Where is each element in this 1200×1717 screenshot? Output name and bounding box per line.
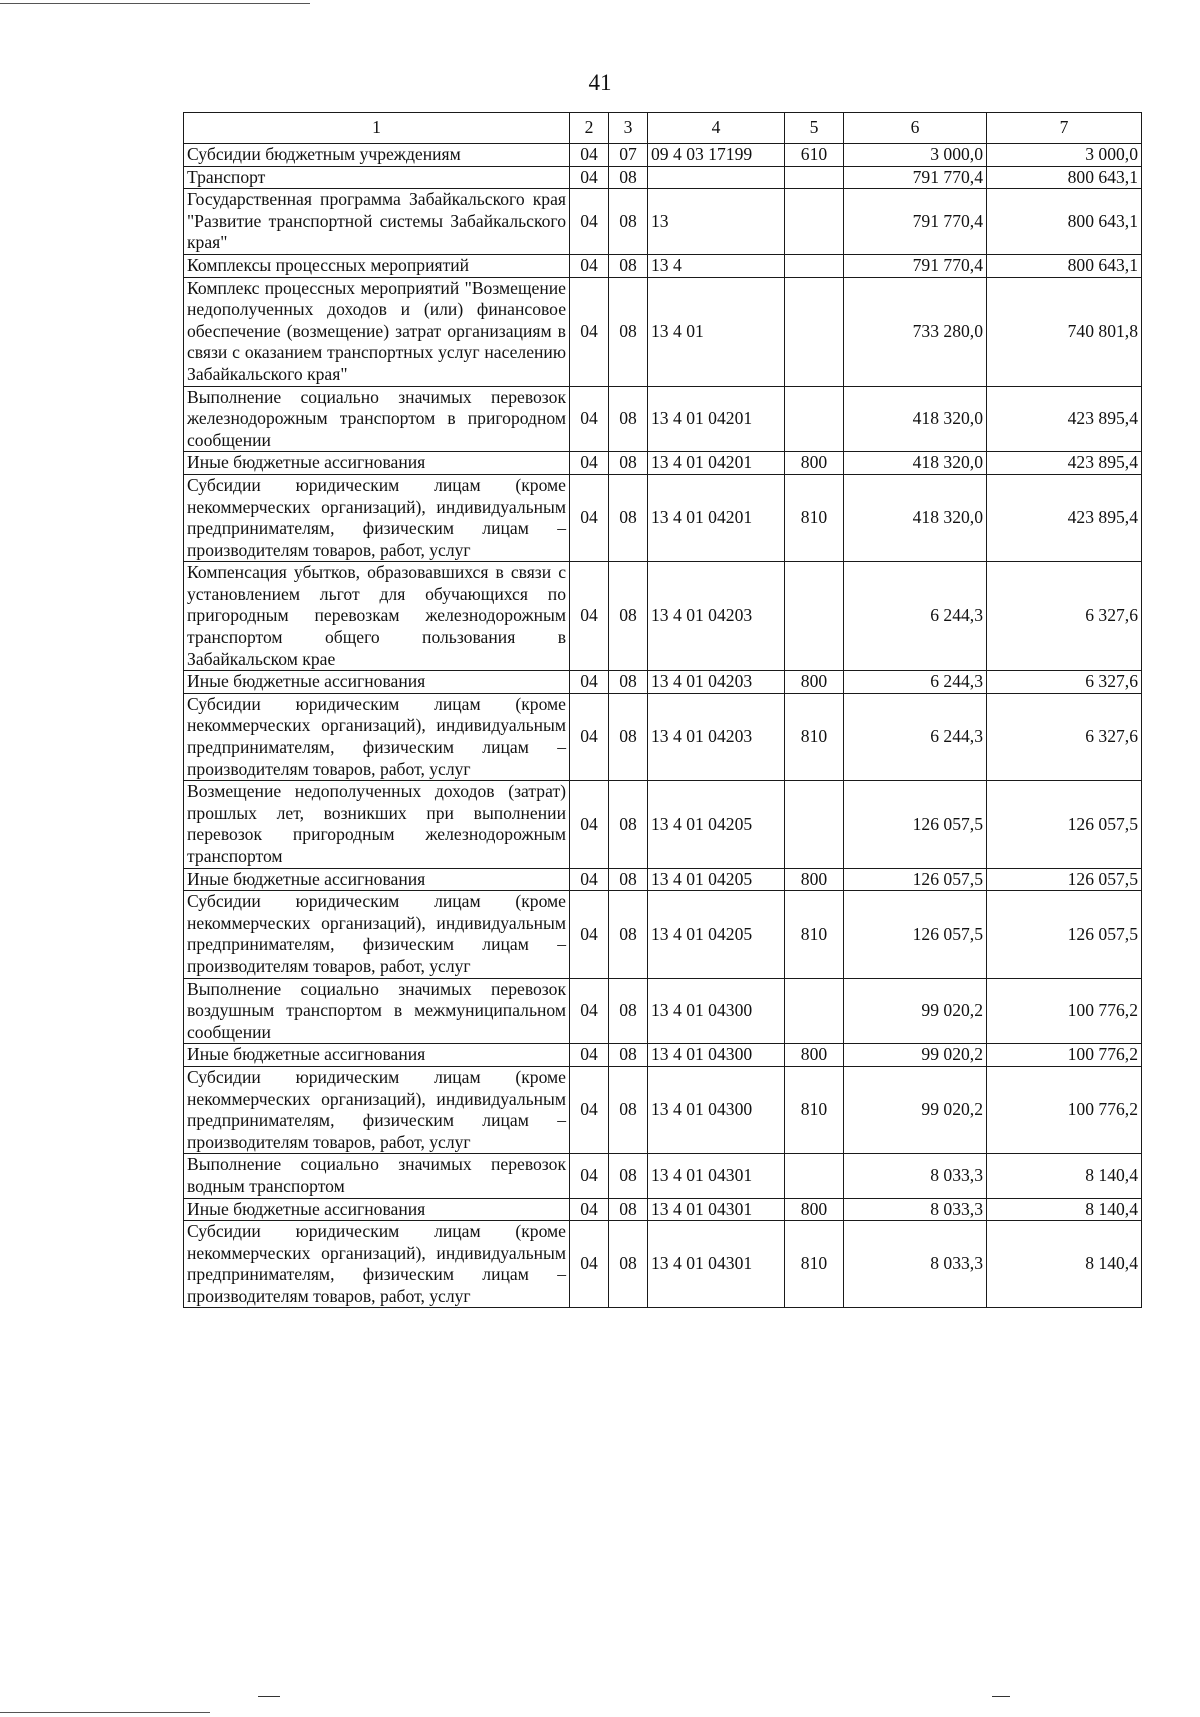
cell-expense-type [785,166,844,189]
cell-target-article: 13 4 01 04300 [648,1044,785,1067]
cell-expense-type: 800 [785,1044,844,1067]
cell-name: Государственная программа Забайкальского края "Развитие транспортной системы Забайкальского края" [184,189,570,255]
cell-name: Транспорт [184,166,570,189]
table-row [184,868,1142,891]
cell-name: Комплекс процессных мероприятий "Возмещение недополученных доходов и (или) финансовое обеспечение (возмещение) затрат организациям в связи с оказанием транспортных услуг населению Забайкальского края" [184,277,570,386]
table-row [184,781,1142,868]
table-row [184,891,1142,978]
cell-target-article: 13 4 01 04301 [648,1198,785,1221]
cell-target-article: 13 4 01 04301 [648,1221,785,1308]
header-col-1: 1 [184,113,570,144]
cell-name: Выполнение социально значимых перевозок водным транспортом [184,1154,570,1198]
cell-amount-year-1: 3 000,0 [844,144,987,167]
cell-target-article: 13 4 01 04205 [648,868,785,891]
cell-target-article: 09 4 03 17199 [648,144,785,167]
cell-section: 04 [570,166,609,189]
cell-subsection: 08 [609,386,648,452]
cell-target-article: 13 4 01 04203 [648,562,785,671]
cell-expense-type: 810 [785,693,844,780]
cell-expense-type: 810 [785,1221,844,1308]
cell-name: Субсидии бюджетным учреждениям [184,144,570,167]
table-row [184,562,1142,671]
cell-amount-year-1: 6 244,3 [844,693,987,780]
table-header-row [184,113,1142,144]
cell-target-article: 13 4 01 04203 [648,671,785,694]
cell-amount-year-2: 100 776,2 [987,978,1142,1044]
cell-name: Субсидии юридическим лицам (кроме некоммерческих организаций), индивидуальным предпринимателям, физическим лицам – производителям товаров, работ, услуг [184,474,570,561]
cell-subsection: 08 [609,781,648,868]
cell-name: Иные бюджетные ассигнования [184,868,570,891]
cell-amount-year-2: 6 327,6 [987,671,1142,694]
cell-amount-year-2: 3 000,0 [987,144,1142,167]
cell-expense-type [785,562,844,671]
cell-amount-year-2: 8 140,4 [987,1221,1142,1308]
table-row [184,452,1142,475]
bottom-mark-right [992,1696,1010,1697]
cell-target-article: 13 4 01 04201 [648,386,785,452]
cell-section: 04 [570,1044,609,1067]
cell-amount-year-1: 99 020,2 [844,978,987,1044]
table-row [184,978,1142,1044]
cell-section: 04 [570,562,609,671]
cell-section: 04 [570,189,609,255]
cell-section: 04 [570,693,609,780]
cell-name: Комплексы процессных мероприятий [184,254,570,277]
cell-name: Субсидии юридическим лицам (кроме некоммерческих организаций), индивидуальным предпринимателям, физическим лицам – производителям товаров, работ, услуг [184,1066,570,1153]
table-row [184,166,1142,189]
cell-expense-type: 800 [785,868,844,891]
top-edge-line [0,3,310,4]
cell-amount-year-1: 126 057,5 [844,891,987,978]
cell-amount-year-1: 791 770,4 [844,254,987,277]
cell-target-article: 13 4 01 04205 [648,891,785,978]
cell-name: Иные бюджетные ассигнования [184,452,570,475]
cell-target-article: 13 4 01 04203 [648,693,785,780]
cell-name: Выполнение социально значимых перевозок железнодорожным транспортом в пригородном сообщении [184,386,570,452]
header-col-2: 2 [570,113,609,144]
cell-target-article: 13 [648,189,785,255]
cell-expense-type: 810 [785,891,844,978]
cell-section: 04 [570,1221,609,1308]
cell-amount-year-1: 418 320,0 [844,474,987,561]
cell-amount-year-2: 800 643,1 [987,254,1142,277]
cell-amount-year-1: 126 057,5 [844,868,987,891]
cell-amount-year-2: 100 776,2 [987,1066,1142,1153]
cell-expense-type: 810 [785,1066,844,1153]
cell-amount-year-2: 6 327,6 [987,693,1142,780]
cell-subsection: 08 [609,693,648,780]
bottom-edge-line [0,1712,210,1713]
cell-subsection: 08 [609,978,648,1044]
cell-amount-year-2: 8 140,4 [987,1154,1142,1198]
cell-subsection: 08 [609,562,648,671]
cell-section: 04 [570,144,609,167]
cell-amount-year-2: 126 057,5 [987,868,1142,891]
cell-subsection: 08 [609,254,648,277]
cell-target-article: 13 4 01 04301 [648,1154,785,1198]
table-body [184,144,1142,1308]
cell-subsection: 08 [609,1044,648,1067]
cell-amount-year-1: 8 033,3 [844,1221,987,1308]
cell-subsection: 07 [609,144,648,167]
cell-expense-type [785,386,844,452]
cell-name: Субсидии юридическим лицам (кроме некоммерческих организаций), индивидуальным предпринимателям, физическим лицам – производителям товаров, работ, услуг [184,1221,570,1308]
header-col-6: 6 [844,113,987,144]
budget-table [183,112,1142,1308]
cell-expense-type [785,978,844,1044]
cell-subsection: 08 [609,891,648,978]
cell-amount-year-2: 800 643,1 [987,189,1142,255]
cell-subsection: 08 [609,868,648,891]
cell-section: 04 [570,254,609,277]
cell-section: 04 [570,386,609,452]
cell-amount-year-1: 99 020,2 [844,1066,987,1153]
cell-target-article: 13 4 01 04300 [648,978,785,1044]
cell-section: 04 [570,978,609,1044]
cell-amount-year-1: 791 770,4 [844,189,987,255]
cell-subsection: 08 [609,1066,648,1153]
cell-name: Выполнение социально значимых перевозок воздушным транспортом в межмуниципальном сообщении [184,978,570,1044]
cell-name: Субсидии юридическим лицам (кроме некоммерческих организаций), индивидуальным предпринимателям, физическим лицам – производителям товаров, работ, услуг [184,693,570,780]
cell-expense-type: 800 [785,452,844,475]
cell-amount-year-2: 800 643,1 [987,166,1142,189]
table-row [184,1221,1142,1308]
cell-expense-type: 800 [785,1198,844,1221]
cell-amount-year-2: 126 057,5 [987,891,1142,978]
cell-expense-type: 610 [785,144,844,167]
cell-target-article: 13 4 01 04300 [648,1066,785,1153]
cell-amount-year-2: 423 895,4 [987,452,1142,475]
cell-section: 04 [570,1066,609,1153]
cell-subsection: 08 [609,452,648,475]
cell-name: Субсидии юридическим лицам (кроме некоммерческих организаций), индивидуальным предпринимателям, физическим лицам – производителям товаров, работ, услуг [184,891,570,978]
cell-expense-type: 810 [785,474,844,561]
cell-name: Возмещение недополученных доходов (затрат) прошлых лет, возникших при выполнении перевозок пригородным железнодорожным транспортом [184,781,570,868]
cell-section: 04 [570,474,609,561]
page-number: 41 [588,70,612,95]
cell-amount-year-1: 126 057,5 [844,781,987,868]
cell-name: Иные бюджетные ассигнования [184,1198,570,1221]
cell-amount-year-2: 8 140,4 [987,1198,1142,1221]
cell-expense-type [785,254,844,277]
table-row [184,386,1142,452]
header-col-7: 7 [987,113,1142,144]
cell-section: 04 [570,452,609,475]
cell-target-article [648,166,785,189]
cell-amount-year-2: 740 801,8 [987,277,1142,386]
cell-section: 04 [570,671,609,694]
table-row [184,189,1142,255]
cell-target-article: 13 4 01 04201 [648,452,785,475]
cell-subsection: 08 [609,189,648,255]
cell-name: Компенсация убытков, образовавшихся в связи с установлением льгот для обучающихся по пригородным перевозкам железнодорожным транспортом общего пользования в Забайкальском крае [184,562,570,671]
cell-name: Иные бюджетные ассигнования [184,1044,570,1067]
cell-section: 04 [570,1198,609,1221]
table-row [184,671,1142,694]
cell-amount-year-1: 418 320,0 [844,452,987,475]
cell-section: 04 [570,868,609,891]
table-row [184,254,1142,277]
cell-amount-year-2: 6 327,6 [987,562,1142,671]
cell-amount-year-2: 423 895,4 [987,386,1142,452]
cell-amount-year-2: 100 776,2 [987,1044,1142,1067]
table-row [184,144,1142,167]
cell-subsection: 08 [609,1198,648,1221]
cell-amount-year-1: 8 033,3 [844,1154,987,1198]
cell-section: 04 [570,781,609,868]
table-row [184,693,1142,780]
header-col-5: 5 [785,113,844,144]
cell-amount-year-2: 423 895,4 [987,474,1142,561]
cell-target-article: 13 4 01 04201 [648,474,785,561]
cell-name: Иные бюджетные ассигнования [184,671,570,694]
cell-amount-year-1: 418 320,0 [844,386,987,452]
cell-subsection: 08 [609,277,648,386]
cell-section: 04 [570,891,609,978]
cell-amount-year-1: 8 033,3 [844,1198,987,1221]
cell-subsection: 08 [609,1221,648,1308]
cell-amount-year-2: 126 057,5 [987,781,1142,868]
table-row [184,1044,1142,1067]
cell-subsection: 08 [609,474,648,561]
table-row [184,277,1142,386]
cell-expense-type [785,1154,844,1198]
cell-subsection: 08 [609,1154,648,1198]
bottom-mark-left [258,1696,280,1697]
table-row [184,1066,1142,1153]
cell-expense-type [785,277,844,386]
cell-amount-year-1: 99 020,2 [844,1044,987,1067]
cell-section: 04 [570,1154,609,1198]
cell-expense-type: 800 [785,671,844,694]
table-row [184,1154,1142,1198]
cell-amount-year-1: 6 244,3 [844,562,987,671]
cell-expense-type [785,189,844,255]
cell-amount-year-1: 791 770,4 [844,166,987,189]
cell-section: 04 [570,277,609,386]
cell-subsection: 08 [609,166,648,189]
cell-subsection: 08 [609,671,648,694]
cell-target-article: 13 4 01 [648,277,785,386]
table-row [184,474,1142,561]
header-col-3: 3 [609,113,648,144]
cell-amount-year-1: 733 280,0 [844,277,987,386]
header-col-4: 4 [648,113,785,144]
cell-target-article: 13 4 [648,254,785,277]
table-row [184,1198,1142,1221]
cell-expense-type [785,781,844,868]
cell-target-article: 13 4 01 04205 [648,781,785,868]
cell-amount-year-1: 6 244,3 [844,671,987,694]
